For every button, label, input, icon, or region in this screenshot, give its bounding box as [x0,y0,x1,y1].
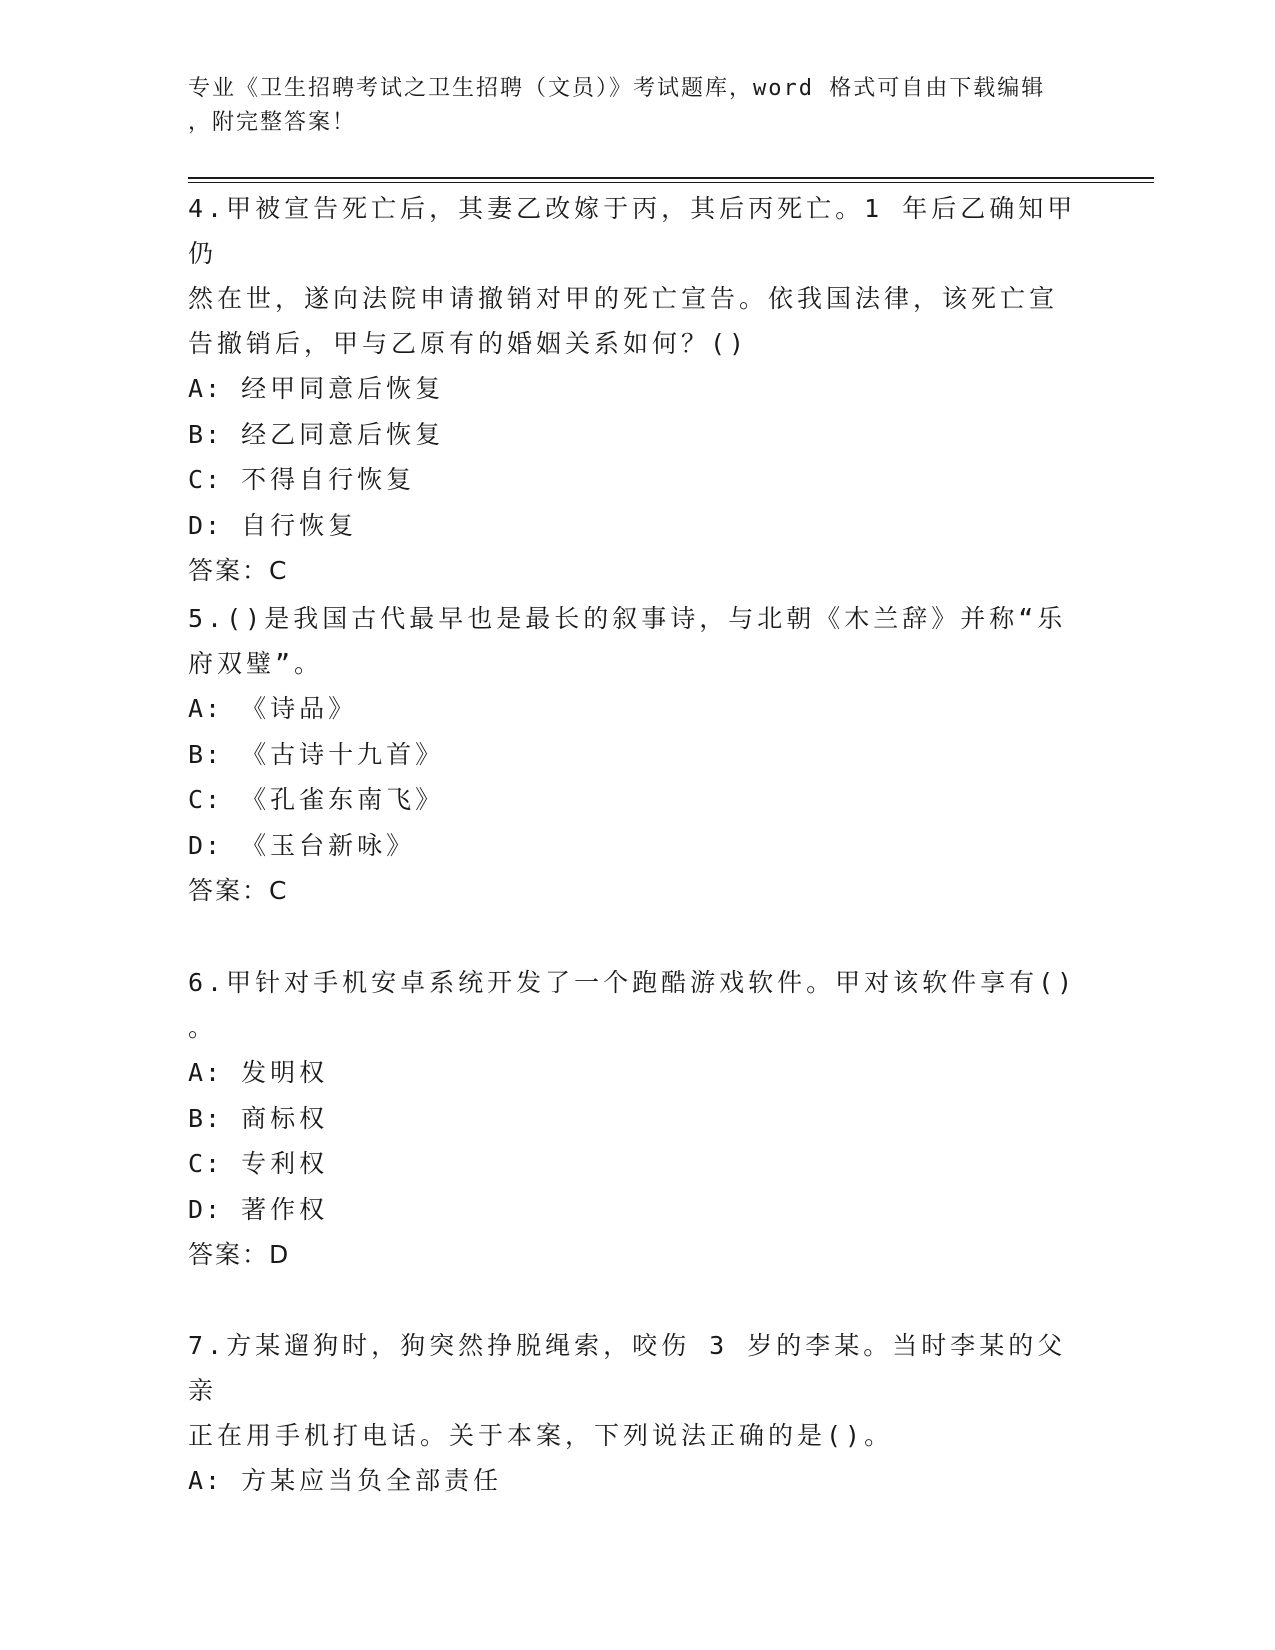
option-text: 《诗品》 [241,694,358,723]
question-7 [188,1323,1078,1504]
stem-line: 5.()是我国古代最早也是最长的叙事诗，与北朝《木兰辞》并称“乐 [188,604,1067,633]
header-line-1: 专业《卫生招聘考试之卫生招聘（文员）》考试题库，word 格式可自由下载编辑 [188,76,1046,101]
option-d [188,823,1078,869]
option-text: 经甲同意后恢复 [241,374,445,403]
option-key: D: [188,1194,223,1224]
option-key: B: [188,739,223,769]
stem-line: 。 [188,1013,218,1042]
header-divider-thin [188,182,1154,183]
option-text: 专利权 [241,1149,329,1178]
header-divider-thick [188,177,1154,179]
question-6 [188,960,1078,1278]
stem-line: 告撤销后，甲与乙原有的婚姻关系如何？() [188,329,749,358]
option-key: C: [188,465,223,494]
option-c [188,457,1078,503]
option-text: 著作权 [241,1194,329,1224]
option-key: D: [188,510,223,540]
option-text: 商标权 [241,1103,329,1133]
option-b [188,412,1078,458]
option-text: 《玉台新咏》 [241,830,416,860]
question-stem [188,960,1078,1050]
option-key: C: [188,1149,223,1178]
option-a [188,686,1078,732]
document-header [188,72,1068,140]
question-stem [188,1323,1078,1458]
question-4 [188,186,1078,594]
option-c [188,1141,1078,1187]
stem-line: 6.甲针对手机安卓系统开发了一个跑酷游戏软件。甲对该软件享有() [188,968,1077,997]
option-text: 《古诗十九首》 [241,739,445,769]
option-key: C: [188,785,223,814]
option-text: 方某应当负全部责任 [241,1466,503,1495]
option-b [188,1096,1078,1142]
option-key: B: [188,419,223,449]
stem-line: 7.方某遛狗时，狗突然挣脱绳索，咬伤 3 岁的李某。当时李某的父亲 [188,1331,1067,1405]
option-key: A: [188,694,223,723]
stem-line: 正在用手机打电话。关于本案，下列说法正确的是()。 [188,1421,894,1450]
stem-line: 4.甲被宣告死亡后，其妻乙改嫁于丙，其后丙死亡。1 年后乙确知甲仍 [188,194,1077,268]
option-a [188,366,1078,412]
option-key: A: [188,374,223,403]
answer-line: 答案：C [188,556,289,585]
question-stem [188,596,1078,686]
answer-line: 答案：D [188,1240,291,1269]
option-key: A: [188,1466,223,1495]
option-d [188,503,1078,549]
option-a [188,1458,1078,1504]
option-key: B: [188,1103,223,1133]
option-text: 经乙同意后恢复 [241,419,445,449]
option-text: 《孔雀东南飞》 [241,785,445,814]
answer-line: 答案：C [188,876,289,905]
header-line-2: ，附完整答案！ [188,110,357,135]
option-a [188,1050,1078,1096]
option-text: 不得自行恢复 [241,465,416,494]
option-b [188,732,1078,778]
option-text: 发明权 [241,1058,329,1087]
question-stem [188,186,1078,366]
option-key: D: [188,830,223,860]
option-c [188,777,1078,823]
stem-line: 然在世，遂向法院申请撤销对甲的死亡宣告。依我国法律，该死亡宣 [188,284,1059,313]
option-text: 自行恢复 [241,510,358,540]
option-key: A: [188,1058,223,1087]
stem-line: 府双璧”。 [188,649,324,678]
option-d [188,1187,1078,1233]
question-5 [188,596,1078,914]
